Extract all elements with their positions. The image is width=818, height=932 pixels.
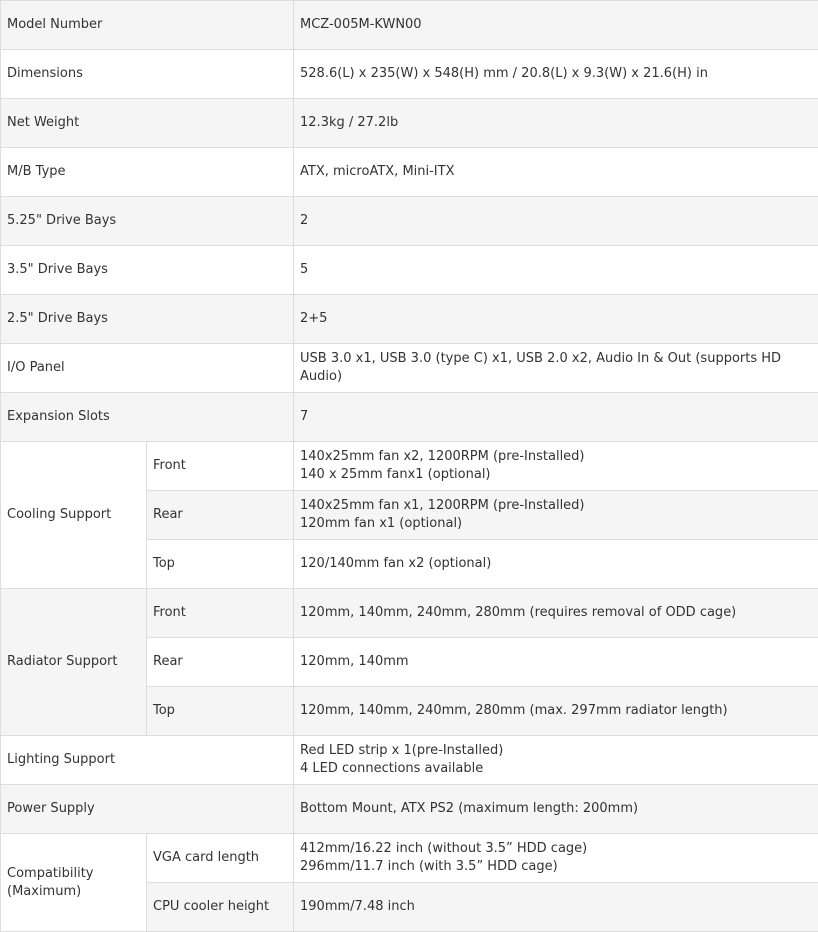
table-row [1,344,818,393]
spec-label: Dimensions [1,50,294,99]
spec-value: 120mm, 140mm, 240mm, 280mm (requires removal of ODD cage) [294,589,818,638]
table-row [1,785,818,834]
spec-sublabel: CPU cooler height [147,883,294,932]
table-row [1,1,818,50]
table-row [1,99,818,148]
spec-label: Lighting Support [1,736,294,785]
table-row [1,393,818,442]
cooling-support-label: Cooling Support [1,442,147,589]
compatibility-label [1,834,147,932]
table-row [1,589,818,638]
spec-value: 5 [294,246,818,295]
spec-value: Bottom Mount, ATX PS2 (maximum length: 200mm) [294,785,818,834]
spec-sublabel: Front [147,442,294,491]
spec-value: 528.6(L) x 235(W) x 548(H) mm / 20.8(L) x 9.3(W) x 21.6(H) in [294,50,818,99]
value-line: 140x25mm fan x2, 1200RPM (pre-Installed) [300,448,812,466]
spec-label: Model Number [1,1,294,50]
spec-value: ATX, microATX, Mini-ITX [294,148,818,197]
spec-sublabel: Front [147,589,294,638]
spec-value: MCZ-005M-KWN00 [294,1,818,50]
spec-sublabel: Rear [147,491,294,540]
spec-value [294,834,818,883]
table-row [1,148,818,197]
value-line: 140 x 25mm fanx1 (optional) [300,466,812,484]
spec-sublabel: Top [147,540,294,589]
spec-label: I/O Panel [1,344,294,393]
spec-value: 7 [294,393,818,442]
value-line: 140x25mm fan x1, 1200RPM (pre-Installed) [300,497,812,515]
spec-value: USB 3.0 x1, USB 3.0 (type C) x1, USB 2.0 x2, Audio In & Out (supports HD Audio) [294,344,818,393]
table-row [1,442,818,491]
spec-value: 120/140mm fan x2 (optional) [294,540,818,589]
value-line: 4 LED connections available [300,760,812,778]
table-row [1,246,818,295]
value-line: 296mm/11.7 inch (with 3.5” HDD cage) [300,858,812,876]
radiator-support-label: Radiator Support [1,589,147,736]
spec-value: 2+5 [294,295,818,344]
spec-value: 12.3kg / 27.2lb [294,99,818,148]
label-line: (Maximum) [7,883,140,901]
table-row [1,50,818,99]
spec-label: M/B Type [1,148,294,197]
spec-label: Expansion Slots [1,393,294,442]
spec-sublabel: Top [147,687,294,736]
table-row [1,834,818,883]
spec-label: Net Weight [1,99,294,148]
spec-sublabel: Rear [147,638,294,687]
spec-value: 190mm/7.48 inch [294,883,818,932]
table-row [1,736,818,785]
value-line: Red LED strip x 1(pre-Installed) [300,742,812,760]
spec-label: Power Supply [1,785,294,834]
spec-label: 3.5" Drive Bays [1,246,294,295]
spec-sublabel: VGA card length [147,834,294,883]
label-line: Compatibility [7,865,140,883]
spec-value: 120mm, 140mm [294,638,818,687]
value-line: 412mm/16.22 inch (without 3.5” HDD cage) [300,840,812,858]
spec-value [294,736,818,785]
spec-value: 120mm, 140mm, 240mm, 280mm (max. 297mm radiator length) [294,687,818,736]
spec-label: 2.5" Drive Bays [1,295,294,344]
value-line: 120mm fan x1 (optional) [300,515,812,533]
spec-value [294,491,818,540]
table-row [1,197,818,246]
spec-value [294,442,818,491]
spec-value: 2 [294,197,818,246]
spec-label: 5.25" Drive Bays [1,197,294,246]
table-row [1,295,818,344]
